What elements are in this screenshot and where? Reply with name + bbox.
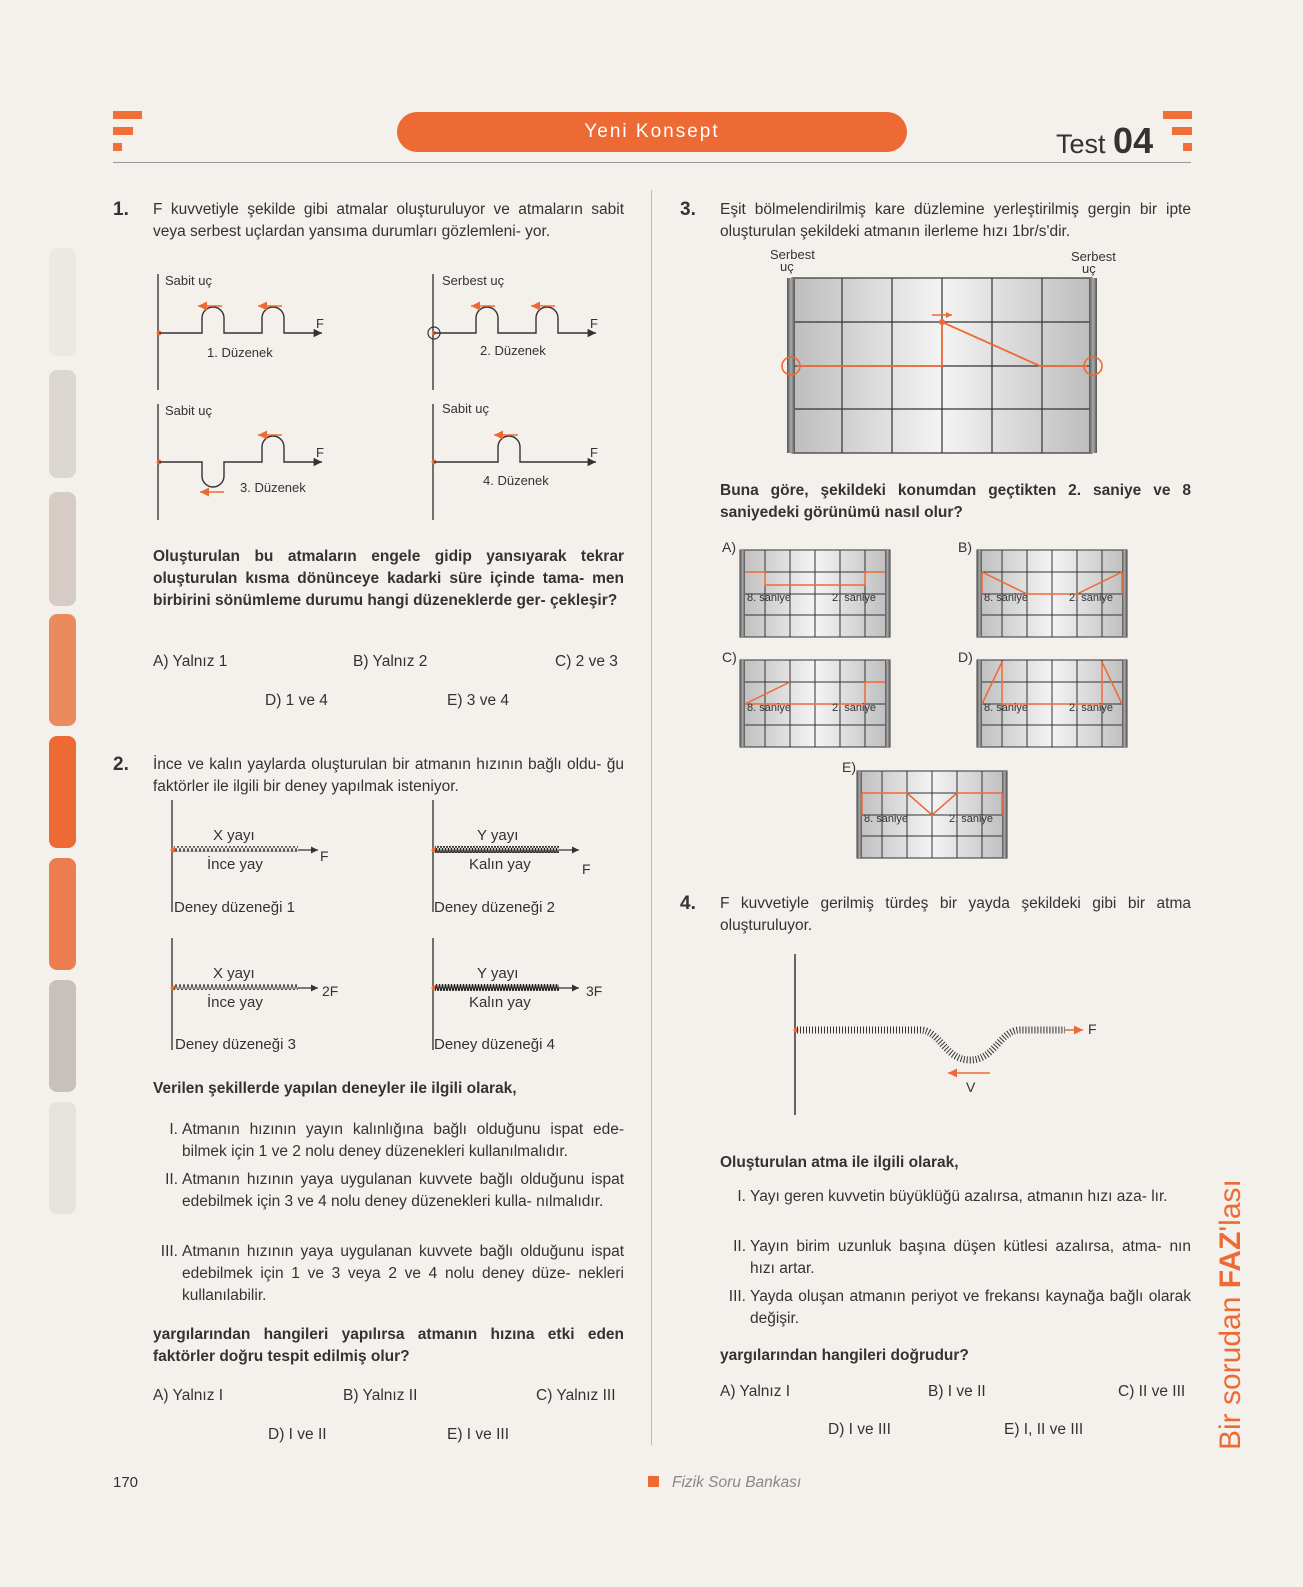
q1-option-c[interactable]: C) 2 ve 3 — [555, 653, 618, 670]
q3-option-a-label[interactable]: A) — [722, 539, 736, 555]
svg-text:Deney düzeneği 1: Deney düzeneği 1 — [174, 899, 295, 916]
header-banner: Yeni Konsept — [397, 112, 907, 152]
q3-option-c-panel[interactable] — [740, 660, 892, 748]
svg-text:Serbest: Serbest — [770, 247, 815, 262]
svg-text:Kalın yay: Kalın yay — [469, 856, 531, 873]
q2-figure — [150, 800, 630, 1068]
q4-option-d[interactable]: D) I ve III — [828, 1421, 891, 1438]
d3-name-label: 3. Düzenek — [240, 480, 306, 495]
question-number-2: 2. — [113, 754, 129, 775]
svg-text:2. saniye: 2. saniye — [1069, 702, 1114, 714]
svg-text:2. saniye: 2. saniye — [832, 592, 877, 604]
q3-intro: Eşit bölmelendirilmiş kare düzlemine yerleştirilmiş gergin bir ipte oluşturulan şekildeki atmanın ilerleme hızı 1br/s'dir. — [720, 201, 1191, 240]
q3-option-d-label[interactable]: D) — [958, 649, 973, 665]
header-divider — [113, 162, 1191, 163]
svg-text:İnce yay: İnce yay — [207, 856, 263, 873]
footer-square-icon — [648, 1476, 659, 1487]
q4-intro: F kuvvetiyle gerilmiş türdeş bir yayda şekildeki gibi bir atma oluşturuluyor. — [720, 895, 1191, 934]
d2-name-label: 2. Düzenek — [480, 343, 546, 358]
q4-question: yargılarından hangileri doğrudur? — [720, 1347, 969, 1364]
d2-force-label: F — [590, 316, 598, 331]
svg-text:Deney düzeneği 2: Deney düzeneği 2 — [434, 899, 555, 916]
q2-option-d[interactable]: D) I ve II — [268, 1426, 327, 1443]
svg-text:İnce yay: İnce yay — [207, 994, 263, 1011]
q1-option-e[interactable]: E) 3 ve 4 — [447, 692, 510, 709]
q2-statement-3: III. Atmanın hızının yaya uygulanan kuvvete bağlı olduğunu ispat edebilmek için 1 ve 3 veya 2 ve 4 nolu deney düze- nekleri kullanılabilir. — [160, 1243, 624, 1304]
svg-text:Deney düzeneği 3: Deney düzeneği 3 — [175, 1036, 296, 1053]
brand-slogan: Bir sorudan FAZ'lası — [1214, 1179, 1247, 1450]
d4-end-label: Sabit uç — [442, 401, 489, 416]
svg-text:Kalın yay: Kalın yay — [469, 994, 531, 1011]
q3-option-d-panel[interactable] — [977, 660, 1129, 748]
svg-text:uç: uç — [780, 259, 794, 274]
q2-question: yargılarından hangileri yapılırsa atmanın hızına etki eden faktörler doğru tespit edilmiş olur? — [153, 1326, 624, 1365]
page-number: 170 — [113, 1474, 139, 1491]
column-divider — [651, 190, 652, 1445]
q1-option-d[interactable]: D) 1 ve 4 — [265, 692, 328, 709]
svg-text:2F: 2F — [322, 983, 339, 999]
svg-text:F: F — [582, 861, 591, 877]
svg-text:8. saniye: 8. saniye — [747, 702, 792, 714]
svg-text:V: V — [966, 1079, 976, 1095]
q2-option-b[interactable]: B) Yalnız II — [343, 1387, 418, 1404]
svg-text:Deney düzeneği 4: Deney düzeneği 4 — [434, 1036, 555, 1053]
q4-lead: Oluşturulan atma ile ilgili olarak, — [720, 1154, 959, 1171]
q4-statement-2: II. Yayın birim uzunluk başına düşen kütlesi azalırsa, atma- nın hızı artar. — [733, 1238, 1191, 1277]
q4-statement-1: I. Yayı geren kuvvetin büyüklüğü azalırsa, atmanın hızı aza- lır. — [737, 1188, 1168, 1205]
svg-text:3F: 3F — [586, 983, 603, 999]
q2-lead: Verilen şekillerde yapılan deneyler ile ilgili olarak, — [153, 1080, 517, 1097]
d4-force-label: F — [590, 445, 598, 460]
d2-end-label: Serbest uç — [442, 273, 505, 288]
q1-option-a[interactable]: A) Yalnız 1 — [153, 653, 228, 670]
svg-text:Y yayı: Y yayı — [477, 965, 519, 982]
svg-text:2. saniye: 2. saniye — [949, 813, 994, 825]
q2-option-e[interactable]: E) I ve III — [447, 1426, 510, 1443]
svg-text:Y yayı: Y yayı — [477, 827, 519, 844]
q2-option-a[interactable]: A) Yalnız I — [153, 1387, 224, 1404]
question-number-3: 3. — [680, 199, 696, 220]
svg-text:Serbest: Serbest — [1071, 249, 1116, 264]
q4-option-c[interactable]: C) II ve III — [1118, 1383, 1186, 1400]
q2-intro: İnce ve kalın yaylarda oluşturulan bir atmanın hızının bağlı oldu- ğu faktörler ile ilgili bir deney yapılmak isteniyor. — [153, 756, 624, 795]
q1-figure — [150, 268, 630, 530]
q3-option-a-panel[interactable] — [740, 550, 892, 638]
svg-text:F: F — [320, 848, 329, 864]
d1-end-label: Sabit uç — [165, 273, 212, 288]
q1-option-b[interactable]: B) Yalnız 2 — [353, 653, 428, 670]
q3-option-e-panel[interactable] — [857, 771, 1009, 859]
d3-force-label: F — [316, 445, 324, 460]
q2-statement-2: II. Atmanın hızının yaya uygulanan kuvvete bağlı olduğunu ispat edebilmek için 3 ve 4 nolu deney düzenekleri kulla- nılmalıdır. — [165, 1171, 624, 1210]
q3-option-e-label[interactable]: E) — [842, 759, 856, 775]
svg-text:8. saniye: 8. saniye — [747, 592, 792, 604]
d4-name-label: 4. Düzenek — [483, 473, 549, 488]
q3-option-b-panel[interactable] — [977, 550, 1129, 638]
q3-question: Buna göre, şekildeki konumdan geçtikten 2. saniye ve 8 saniyedeki görünümü nasıl olur? — [720, 482, 1191, 521]
svg-text:8. saniye: 8. saniye — [984, 702, 1029, 714]
question-number-1: 1. — [113, 199, 129, 220]
q4-option-e[interactable]: E) I, II ve III — [1004, 1421, 1084, 1438]
svg-text:F: F — [1088, 1021, 1097, 1037]
d3-end-label: Sabit uç — [165, 403, 212, 418]
q4-option-b[interactable]: B) I ve II — [928, 1383, 986, 1400]
q4-statement-3: III. Yayda oluşan atmanın periyot ve frekansı kaynağa bağlı olarak değişir. — [728, 1288, 1191, 1327]
q3-option-b-label[interactable]: B) — [958, 539, 972, 555]
svg-text:X yayı: X yayı — [213, 827, 255, 844]
q2-option-c[interactable]: C) Yalnız III — [536, 1387, 616, 1404]
q2-statement-1: I. Atmanın hızının yayın kalınlığına bağlı olduğunu ispat ede- bilmek için 1 ve 2 nolu deney düzenekleri kullanılmalıdır. — [169, 1121, 624, 1160]
q3-main-figure — [760, 247, 1116, 463]
book-title: Fizik Soru Bankası — [672, 1474, 802, 1491]
question-number-4: 4. — [680, 893, 696, 914]
q1-intro: F kuvvetiyle şekilde gibi atmalar oluşturuluyor ve atmaların sabit veya serbest uçlardan yansıma durumları gözlemleni- yor. — [153, 201, 624, 240]
q1-question: Oluşturulan bu atmaların engele gidip yansıyarak tekrar oluşturulan kısma dönünceye kadarki süre içinde tama- men birbirini sönümleme durumu hangi düzeneklerde ger- çekleşir? — [153, 548, 624, 609]
q4-option-a[interactable]: A) Yalnız I — [720, 1383, 791, 1400]
q3-option-c-label[interactable]: C) — [722, 649, 737, 665]
d1-name-label: 1. Düzenek — [207, 345, 273, 360]
svg-text:uç: uç — [1082, 261, 1096, 276]
q4-figure — [780, 950, 1120, 1120]
svg-text:8. saniye: 8. saniye — [864, 813, 909, 825]
svg-text:2. saniye: 2. saniye — [1069, 592, 1114, 604]
test-label: Test 04 — [1056, 120, 1154, 161]
svg-text:2. saniye: 2. saniye — [832, 702, 877, 714]
svg-text:X yayı: X yayı — [213, 965, 255, 982]
svg-text:8. saniye: 8. saniye — [984, 592, 1029, 604]
d1-force-label: F — [316, 316, 324, 331]
